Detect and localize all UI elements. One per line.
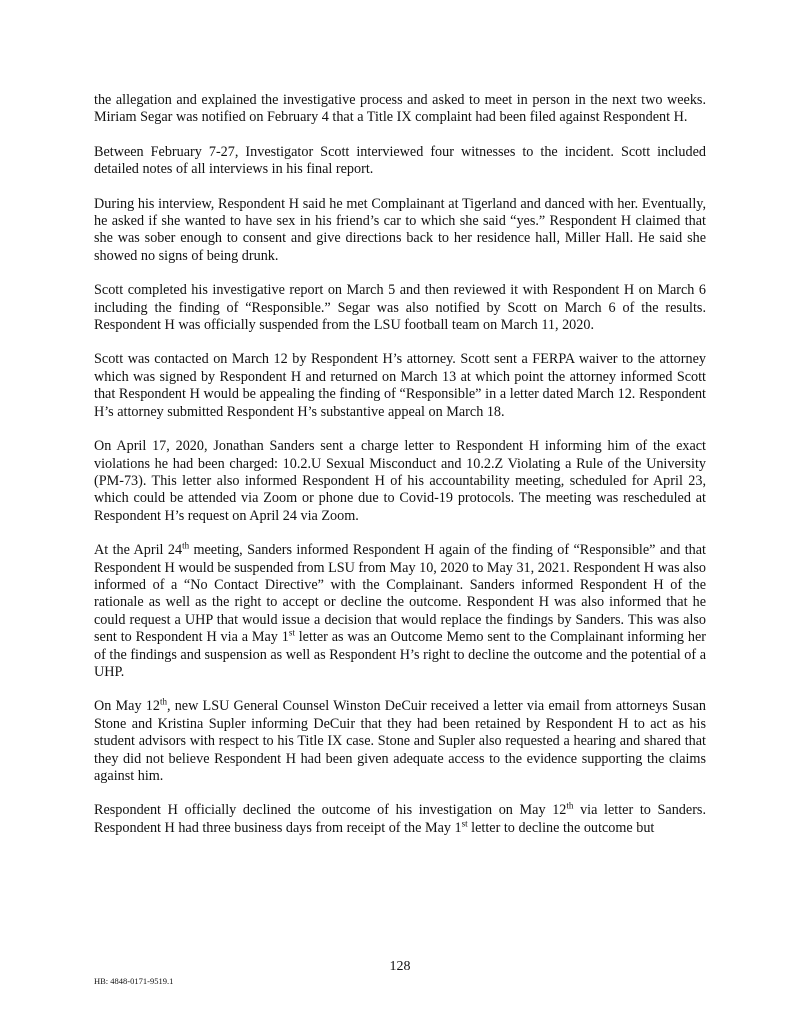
paragraph-text: the allegation and explained the investigative process and asked to meet in person in the next two weeks. Miriam Segar was notified on February 4 that a Title IX complaint had been filed against Respondent H. [94, 92, 706, 126]
paragraph-8 [94, 698, 706, 785]
paragraph-text: On May 12 [94, 698, 160, 715]
paragraph-text: Between February 7-27, Investigator Scott interviewed four witnesses to the incident. Scott included detailed notes of all interviews in his final report. [94, 143, 706, 178]
document-id-footer: HB: 4848-0171-9519.1 [94, 976, 174, 986]
paragraph-text: via letter to Sanders. Respondent H had three business days from receipt of the May 1 [94, 802, 706, 836]
page-number: 128 [389, 959, 411, 974]
paragraph-1 [94, 92, 706, 127]
ordinal-superscript: th [159, 696, 167, 707]
paragraph-text: meeting, Sanders informed Respondent H again of the finding of “Responsible” and that Respondent H would be suspended from LSU from May 10, 2020 to May 31, 2021. Respondent H was also informed of a “No Contact Directive” with the Complainant. Sanders informed Respondent H of the rationale as well as the right to accept or decline the outcome. Respondent H was also informed that he could request a UHP that would issue a decision that would replace the findings by Sanders. This was also sent to Respondent H via a May 1 [94, 542, 706, 646]
paragraph-text: letter as was an Outcome Memo sent to the Complainant informing her of the findings and suspension as well as Respondent H’s right to decline the outcome and the potential of a UHP. [94, 629, 706, 680]
paragraph-2 [94, 144, 706, 179]
ordinal-superscript: st [288, 627, 295, 638]
paragraph-9 [94, 802, 706, 837]
paragraph-text: Respondent H officially declined the outcome of his investigation on May 12 [94, 802, 567, 819]
body-text [94, 92, 706, 854]
paragraph-6 [94, 438, 706, 525]
paragraph-text: Scott was contacted on March 12 by Respondent H’s attorney. Scott sent a FERPA waiver to the attorney which was signed by Respondent H and returned on March 13 at which point the attorney informed Scott that Respondent H would be appealing the finding of “Responsible” in a letter dated March 12. Respondent H’s attorney submitted Respondent H’s substantive appeal on March 18. [94, 351, 706, 420]
paragraph-text: letter to decline the outcome but [467, 819, 655, 836]
paragraph-4 [94, 282, 706, 334]
ordinal-superscript: st [461, 818, 468, 829]
paragraph-3 [94, 196, 706, 266]
paragraph-7 [94, 542, 706, 681]
paragraph-text: During his interview, Respondent H said he met Complainant at Tigerland and danced with her. Eventually, he asked if she wanted to have sex in his friend’s car to which she said “yes.” Respondent H claimed that she was sober enough to consent and give directions back to her residence hall, Miller Hall. He said she showed no signs of being drunk. [94, 195, 706, 264]
paragraph-text: , new LSU General Counsel Winston DeCuir received a letter via email from attorneys Susan Stone and Kristina Supler informing DeCuir that they had been retained by Respondent H to act as his student advisors with respect to his Title IX case. Stone and Supler also requested a hearing and shared that they did not believe Respondent H had been given adequate access to the evidence supporting the claims against him. [94, 698, 706, 784]
ordinal-superscript: th [182, 540, 190, 551]
paragraph-text: Scott completed his investigative report on March 5 and then reviewed it with Respondent H on March 6 including the finding of “Responsible.” Segar was also notified by Scott on March 6 of the results. Respondent H was officially suspended from the LSU football team on March 11, 2020. [94, 282, 706, 334]
ordinal-superscript: th [566, 800, 574, 811]
paragraph-5 [94, 351, 706, 421]
paragraph-text: At the April 24 [94, 542, 183, 559]
paragraph-text: On April 17, 2020, Jonathan Sanders sent a charge letter to Respondent H informing him of the exact violations he had been charged: 10.2.U Sexual Misconduct and 10.2.Z Violating a Rule of the University (PM-73). This letter also informed Respondent H of his accountability meeting, scheduled for April 23, which could be attended via Zoom or phone due to Covid-19 protocols. The meeting was rescheduled at Respondent H’s request on April 24 via Zoom. [94, 438, 706, 524]
